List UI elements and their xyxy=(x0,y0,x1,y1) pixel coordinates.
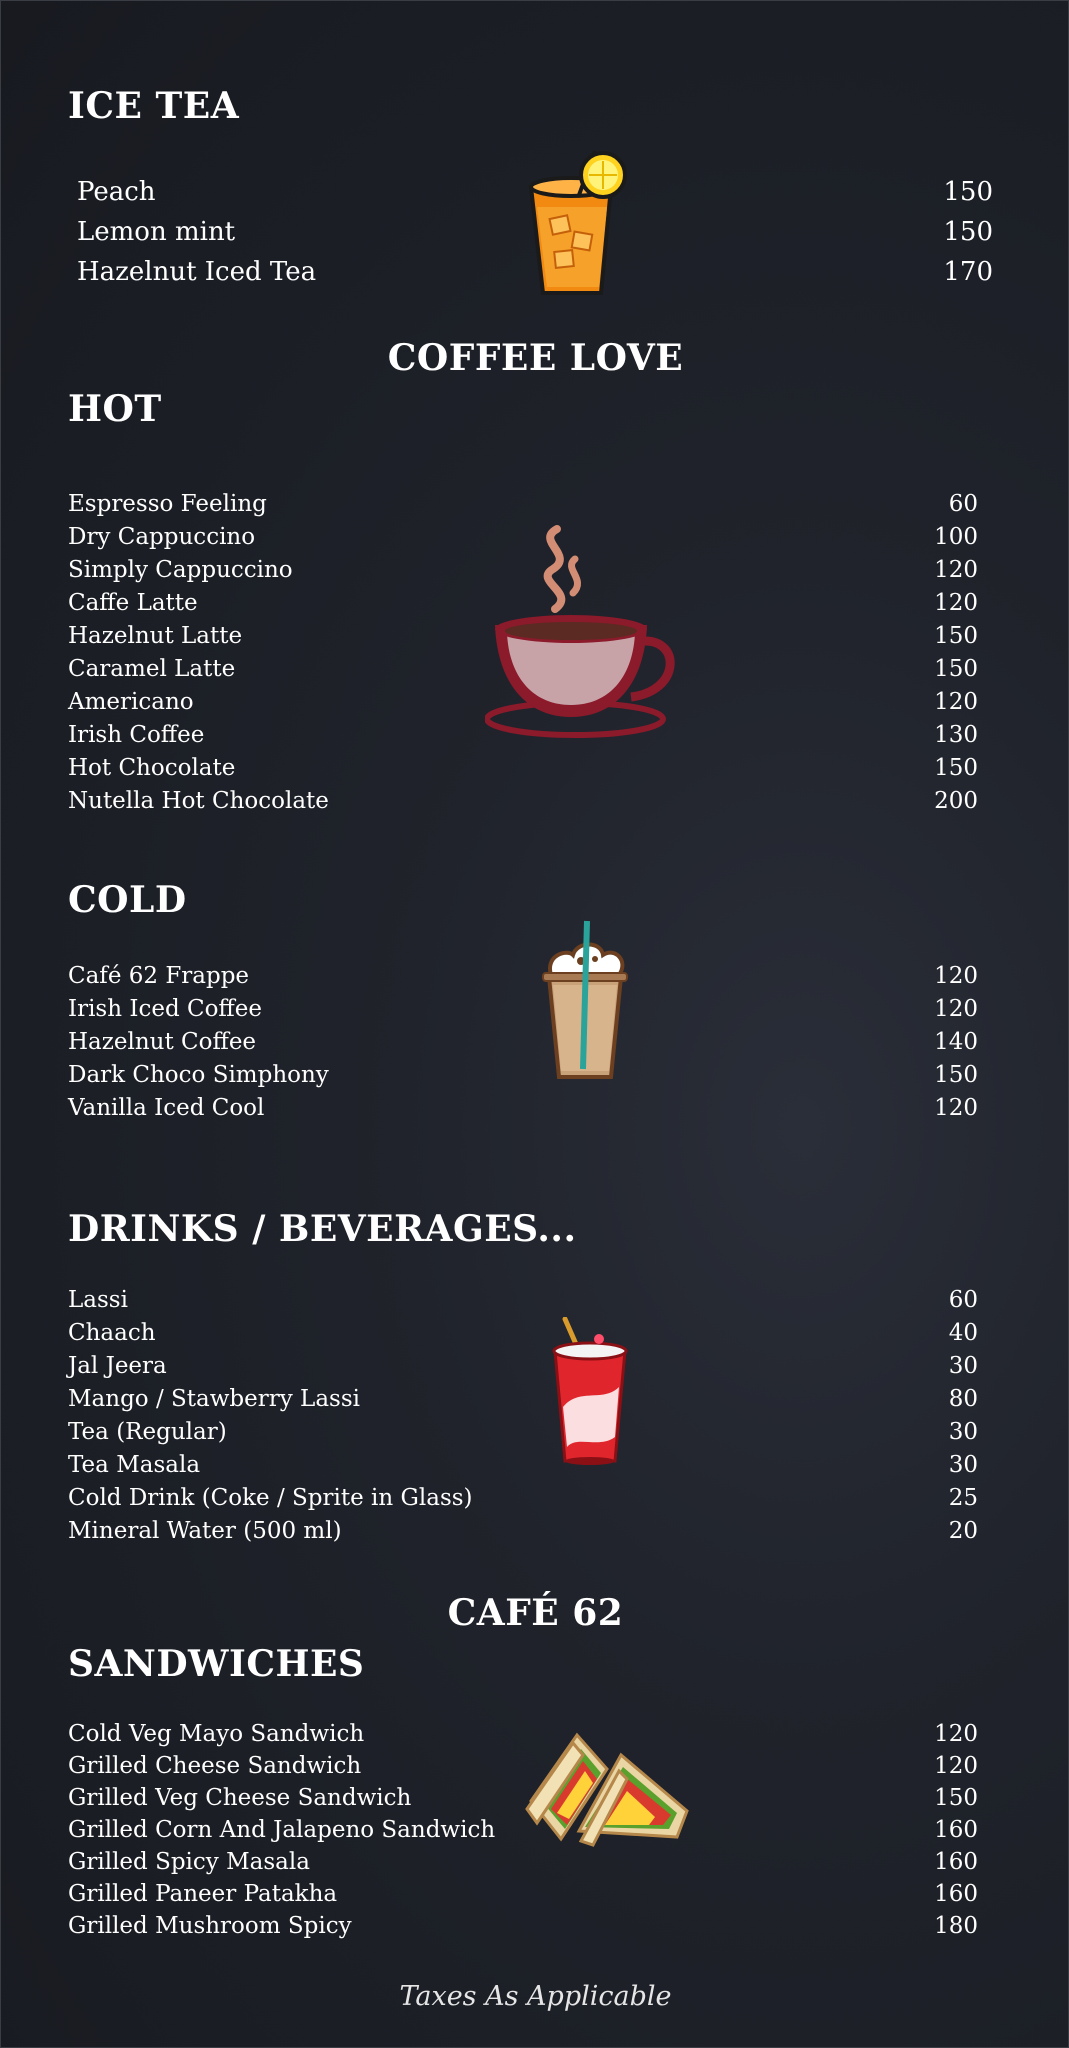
section-title-drinks: DRINKS / BEVERAGES... xyxy=(68,1208,577,1250)
item-price: 100 xyxy=(934,524,978,550)
item-price: 160 xyxy=(934,1817,978,1843)
item-name: Hazelnut Iced Tea xyxy=(77,257,317,287)
item-price: 60 xyxy=(948,491,978,517)
item-price: 80 xyxy=(948,1386,978,1412)
menu-item xyxy=(68,1386,978,1419)
item-price: 150 xyxy=(934,623,978,649)
menu-item xyxy=(68,1849,978,1882)
item-price: 140 xyxy=(934,1029,978,1055)
item-price: 130 xyxy=(934,722,978,748)
coffee-cup-icon xyxy=(485,521,675,741)
menu-item xyxy=(68,1881,978,1914)
item-price: 160 xyxy=(934,1849,978,1875)
section-title-coffee-love: COFFEE LOVE xyxy=(387,337,684,379)
item-name: Irish Coffee xyxy=(68,722,205,748)
item-name: Chaach xyxy=(68,1320,156,1346)
soda-cup-icon xyxy=(549,1317,631,1465)
item-name: Grilled Cheese Sandwich xyxy=(68,1753,362,1779)
item-name: Mango / Stawberry Lassi xyxy=(68,1386,360,1412)
item-price: 150 xyxy=(934,1785,978,1811)
item-name: Lassi xyxy=(68,1287,128,1313)
item-price: 25 xyxy=(948,1485,978,1511)
item-price: 120 xyxy=(934,996,978,1022)
sandwich-icon xyxy=(521,1731,693,1849)
menu-item xyxy=(68,1320,978,1353)
menu-item xyxy=(68,1518,978,1551)
item-name: Irish Iced Coffee xyxy=(68,996,262,1022)
item-name: Grilled Mushroom Spicy xyxy=(68,1913,352,1939)
item-name: Cold Veg Mayo Sandwich xyxy=(68,1721,365,1747)
item-price: 170 xyxy=(943,257,993,287)
menu-item xyxy=(68,1353,978,1386)
item-price: 180 xyxy=(934,1913,978,1939)
item-name: Dry Cappuccino xyxy=(68,524,256,550)
item-price: 30 xyxy=(948,1419,978,1445)
item-price: 60 xyxy=(948,1287,978,1313)
item-name: Tea (Regular) xyxy=(68,1419,227,1445)
item-price: 150 xyxy=(934,1062,978,1088)
frappe-icon xyxy=(537,919,633,1083)
item-name: Vanilla Iced Cool xyxy=(68,1095,265,1121)
item-price: 30 xyxy=(948,1452,978,1478)
item-price: 200 xyxy=(934,788,978,814)
item-price: 150 xyxy=(934,656,978,682)
menu-item xyxy=(68,1452,978,1485)
item-price: 150 xyxy=(943,217,993,247)
item-name: Espresso Feeling xyxy=(68,491,267,517)
item-price: 150 xyxy=(934,755,978,781)
taxes-note: Taxes As Applicable xyxy=(399,1981,672,2012)
item-name: Caffe Latte xyxy=(68,590,198,616)
menu-item xyxy=(68,1062,978,1095)
item-name: Grilled Corn And Jalapeno Sandwich xyxy=(68,1817,496,1843)
item-price: 120 xyxy=(934,1095,978,1121)
menu-item xyxy=(68,1029,978,1062)
section-title-hot: HOT xyxy=(68,388,162,430)
item-name: Café 62 Frappe xyxy=(68,963,250,989)
menu-item xyxy=(68,963,978,996)
item-price: 150 xyxy=(943,177,993,207)
item-name: Nutella Hot Chocolate xyxy=(68,788,329,814)
section-title-sandwiches: SANDWICHES xyxy=(68,1643,365,1685)
item-name: Grilled Spicy Masala xyxy=(68,1849,310,1875)
item-price: 120 xyxy=(934,963,978,989)
item-price: 120 xyxy=(934,1753,978,1779)
item-price: 120 xyxy=(934,1721,978,1747)
item-name: Tea Masala xyxy=(68,1452,201,1478)
item-price: 40 xyxy=(948,1320,978,1346)
item-name: Hazelnut Coffee xyxy=(68,1029,257,1055)
item-name: Jal Jeera xyxy=(68,1353,167,1379)
item-price: 120 xyxy=(934,689,978,715)
item-name: Mineral Water (500 ml) xyxy=(68,1518,342,1544)
iced-tea-icon xyxy=(521,147,631,299)
item-name: Peach xyxy=(77,177,156,207)
menu-item xyxy=(68,1913,978,1946)
item-name: Dark Choco Simphony xyxy=(68,1062,329,1088)
menu-item xyxy=(68,755,978,788)
section-title-cold: COLD xyxy=(68,879,187,921)
item-price: 20 xyxy=(948,1518,978,1544)
menu-item xyxy=(68,996,978,1029)
menu-item xyxy=(68,1287,978,1320)
item-name: Grilled Paneer Patakha xyxy=(68,1881,338,1907)
section-title-ice-tea: ICE TEA xyxy=(68,85,240,127)
item-name: Americano xyxy=(68,689,194,715)
menu-item xyxy=(68,1485,978,1518)
section-title-cafe62: CAFÉ 62 xyxy=(447,1592,624,1634)
menu-item xyxy=(68,1095,978,1128)
item-name: Caramel Latte xyxy=(68,656,236,682)
item-name: Hot Chocolate xyxy=(68,755,236,781)
item-name: Lemon mint xyxy=(77,217,236,247)
item-name: Grilled Veg Cheese Sandwich xyxy=(68,1785,412,1811)
menu-item xyxy=(68,491,978,524)
menu-item xyxy=(68,788,978,821)
menu-item xyxy=(68,1419,978,1452)
item-price: 120 xyxy=(934,557,978,583)
item-price: 160 xyxy=(934,1881,978,1907)
item-price: 30 xyxy=(948,1353,978,1379)
item-price: 120 xyxy=(934,590,978,616)
item-name: Cold Drink (Coke / Sprite in Glass) xyxy=(68,1485,473,1511)
item-name: Simply Cappuccino xyxy=(68,557,293,583)
item-name: Hazelnut Latte xyxy=(68,623,243,649)
